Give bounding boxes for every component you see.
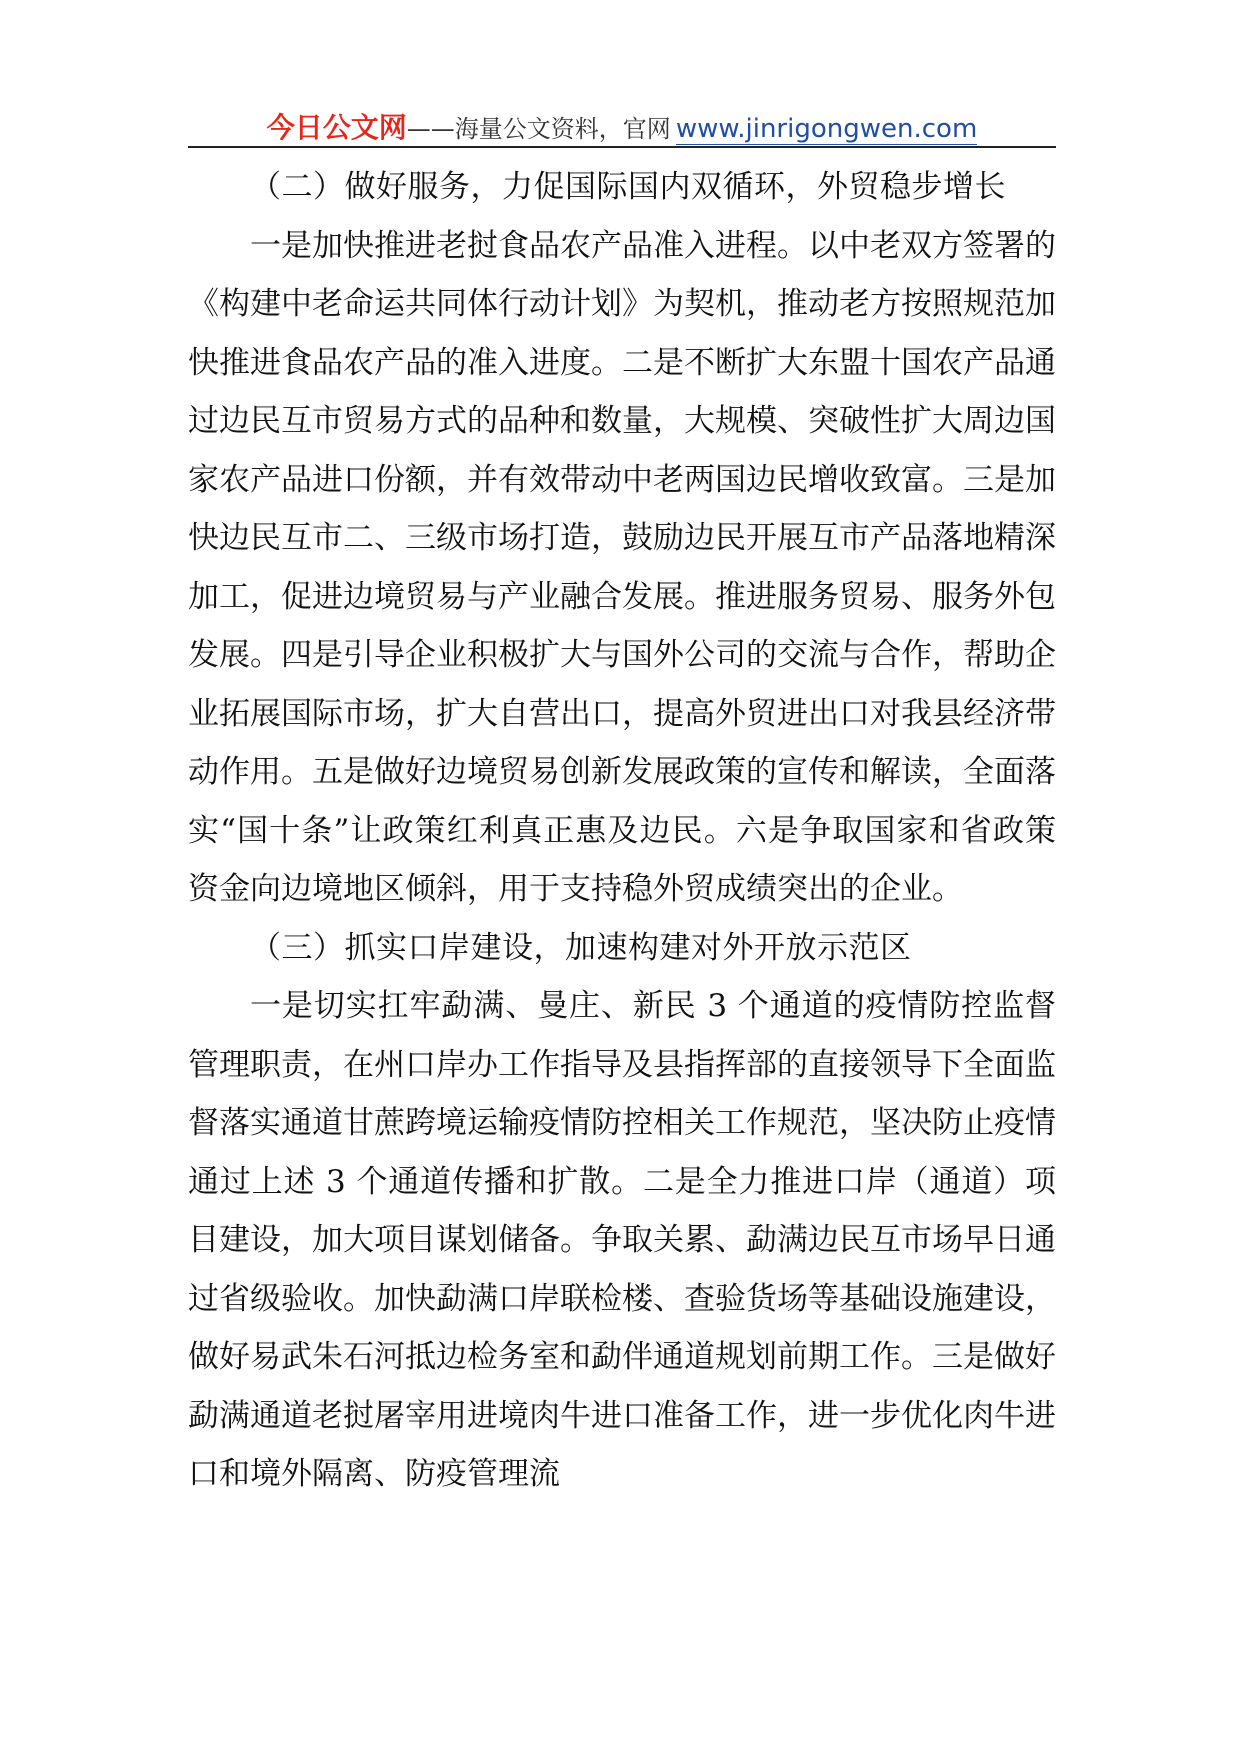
section-heading-2: （二）做好服务，力促国际国内双循环，外贸稳步增长 <box>250 169 1006 205</box>
site-header <box>188 106 1056 148</box>
site-tagline: ——海量公文资料，官网 <box>406 115 671 143</box>
document-body <box>188 158 1056 1504</box>
site-url-link[interactable]: www.jinrigongwen.com <box>675 114 978 144</box>
site-brand[interactable]: 今日公文网 <box>266 111 407 144</box>
section-paragraph-2: 一是加快推进老挝食品农产品准入进程。以中老双方签署的《构建中老命运共同体行动计划》为契机，推动老方按照规范加快推进食品农产品的准入进度。二是不断扩大东盟十国农产品通过边民互市贸易方式的品种和数量，大规模、突破性扩大周边国家农产品进口份额，并有效带动中老两国边民增收致富。三是加快边民互市二、三级市场打造，鼓励边民开展互市产品落地精深加工，促进边境贸易与产业融合发展。推进服务贸易、服务外包发展。四是引导企业积极扩大与国外公司的交流与合作，帮助企业拓展国际市场，扩大自营出口，提高外贸进出口对我县经济带动作用。五是做好边境贸易创新发展政策的宣传和解读，全面落实“国十条”让政策红利真正惠及边民。六是争取国家和省政策资金向边境地区倾斜，用于支持稳外贸成绩突出的企业。 <box>188 227 1056 907</box>
section-heading-3: （三）抓实口岸建设，加速构建对外开放示范区 <box>250 929 912 966</box>
section-paragraph-3: 一是切实扛牢勐满、曼庄、新民 3 个通道的疫情防控监督管理职责，在州口岸办工作指导及县指挥部的直接领导下全面监督落实通道甘蔗跨境运输疫情防控相关工作规范，坚决防止疫情通过上述 3 个通道传播和扩散。二是全力推进口岸（通道）项目建设，加大项目谋划储备。争取关累、勐满边民互市场早日通过省级验收。加快勐满口岸联检楼、查验货场等基础设施建设，做好易武朱石河抵边检务室和勐伴通道规划前期工作。三是做好勐满通道老挝屠宰用进境肉牛进口准备工作，进一步优化肉牛进口和境外隔离、防疫管理流 <box>188 988 1056 1492</box>
